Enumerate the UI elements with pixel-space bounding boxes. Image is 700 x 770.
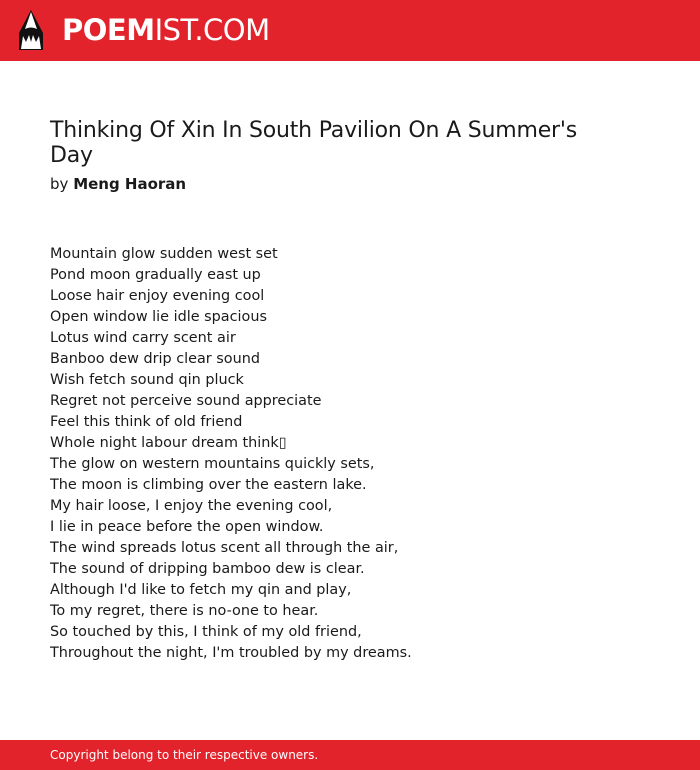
poem-line: So touched by this, I think of my old friend, — [50, 624, 362, 640]
poem-line: Throughout the night, I'm troubled by my dreams. — [50, 645, 412, 661]
site-header — [0, 0, 700, 61]
poem-line: Open window lie idle spacious — [50, 309, 267, 325]
poem-line: Whole night labour dream think▯ — [50, 435, 287, 451]
poem-line: Banboo dew drip clear sound — [50, 351, 260, 367]
by-label: by — [50, 175, 69, 193]
poem-title: Thinking Of Xin In South Pavilion On A Summer's Day — [50, 118, 577, 168]
site-footer — [0, 740, 700, 770]
poem-author: Meng Haoran — [73, 175, 187, 193]
poem-line: The wind spreads lotus scent all through the air, — [50, 540, 399, 556]
poem-line: Regret not perceive sound appreciate — [50, 393, 322, 409]
poem-line: My hair loose, I enjoy the evening cool, — [50, 498, 333, 514]
poem-line: Pond moon gradually east up — [50, 267, 261, 283]
logo-light-text: IST.COM — [154, 13, 270, 47]
copyright-text: Copyright belong to their respective owners. — [50, 748, 319, 762]
site-logo[interactable] — [62, 13, 270, 47]
poem-line: The glow on western mountains quickly sets, — [50, 456, 375, 472]
poem-line: The sound of dripping bamboo dew is clear. — [50, 561, 365, 577]
poem-line: Mountain glow sudden west set — [50, 246, 278, 262]
pen-nib-icon[interactable] — [17, 9, 45, 51]
poem-line: Although I'd like to fetch my qin and play, — [50, 582, 352, 598]
poem-byline — [50, 174, 186, 194]
poem-line: I lie in peace before the open window. — [50, 519, 324, 535]
poem-line: Feel this think of old friend — [50, 414, 243, 430]
poem-line: Wish fetch sound qin pluck — [50, 372, 244, 388]
poem-line: The moon is climbing over the eastern lake. — [50, 477, 367, 493]
poem-line: Loose hair enjoy evening cool — [50, 288, 265, 304]
poem-line: To my regret, there is no-one to hear. — [50, 603, 319, 619]
poem-line: Lotus wind carry scent air — [50, 330, 236, 346]
poem-body — [50, 244, 650, 664]
logo-bold-text: POEM — [62, 13, 155, 47]
